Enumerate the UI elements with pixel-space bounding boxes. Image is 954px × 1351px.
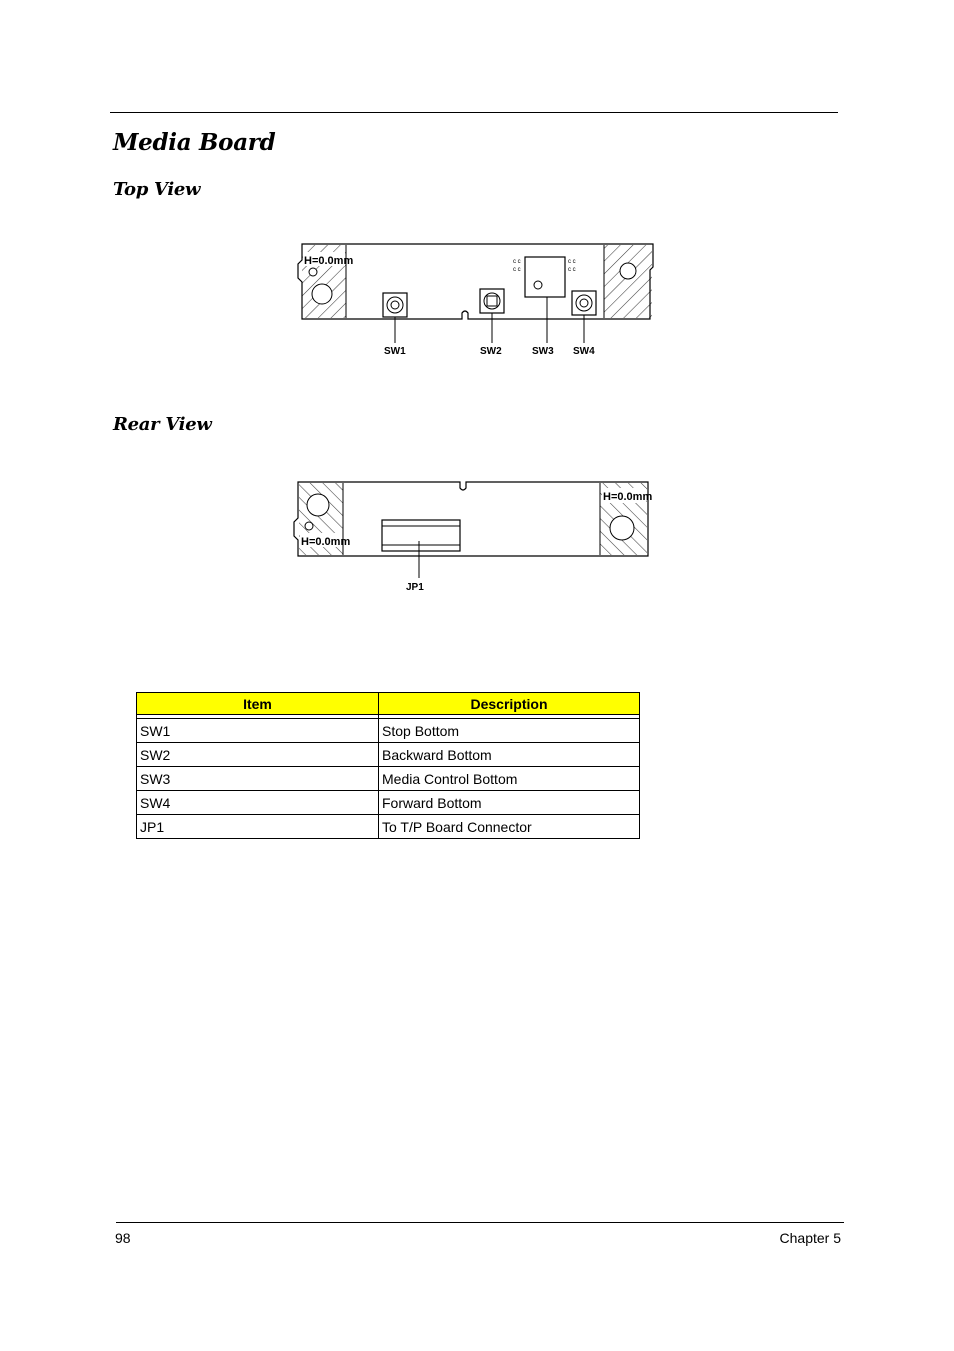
table-header-row	[137, 693, 640, 715]
table-row	[137, 719, 640, 743]
sw1-switch	[383, 293, 407, 317]
header-item: Item	[137, 693, 379, 715]
top-rule	[110, 112, 838, 113]
description-cell: To T/P Board Connector	[379, 815, 640, 839]
svg-text:c c: c c	[568, 267, 576, 273]
rear-right-marking: H=0.0mm	[603, 491, 653, 503]
table-row	[137, 815, 640, 839]
description-cell: Forward Bottom	[379, 791, 640, 815]
table-row	[137, 791, 640, 815]
chapter-label: Chapter 5	[779, 1230, 841, 1246]
jp1-connector	[382, 520, 460, 551]
sw2-switch	[480, 289, 504, 313]
rear-left-marking: H=0.0mm	[301, 536, 351, 548]
item-cell: SW4	[137, 791, 379, 815]
top-left-mount-hole	[312, 284, 332, 304]
sw4-switch	[572, 291, 596, 315]
sw1-label: SW1	[384, 346, 406, 357]
description-cell: Media Control Bottom	[379, 767, 640, 791]
jp1-label: JP1	[406, 582, 424, 593]
header-description: Description	[379, 693, 640, 715]
table-row	[137, 743, 640, 767]
top-right-mount-hole	[620, 263, 636, 279]
top-right-hatch	[604, 245, 652, 318]
top-view-heading: Top View	[113, 179, 201, 200]
rear-view-diagram	[292, 478, 654, 602]
item-cell: JP1	[137, 815, 379, 839]
svg-text:c c: c c	[568, 259, 576, 265]
table-row	[137, 767, 640, 791]
page-number: 98	[115, 1230, 131, 1246]
svg-text:c c: c c	[513, 259, 521, 265]
top-left-marking: H=0.0mm	[304, 255, 354, 267]
rear-view-heading: Rear View	[113, 414, 212, 435]
top-view-diagram	[294, 240, 656, 362]
rear-left-mount-hole	[307, 494, 329, 516]
item-cell: SW1	[137, 719, 379, 743]
sw3-label: SW3	[532, 346, 554, 357]
rear-right-mount-hole	[610, 516, 634, 540]
svg-text:c c: c c	[513, 267, 521, 273]
sw2-label: SW2	[480, 346, 502, 357]
sw3-switch	[513, 257, 576, 297]
item-cell: SW3	[137, 767, 379, 791]
page-title: Media Board	[113, 129, 276, 156]
footer-rule	[116, 1222, 844, 1223]
description-cell: Stop Bottom	[379, 719, 640, 743]
item-cell: SW2	[137, 743, 379, 767]
sw4-label: SW4	[573, 346, 595, 357]
description-cell: Backward Bottom	[379, 743, 640, 767]
items-table	[136, 692, 640, 839]
